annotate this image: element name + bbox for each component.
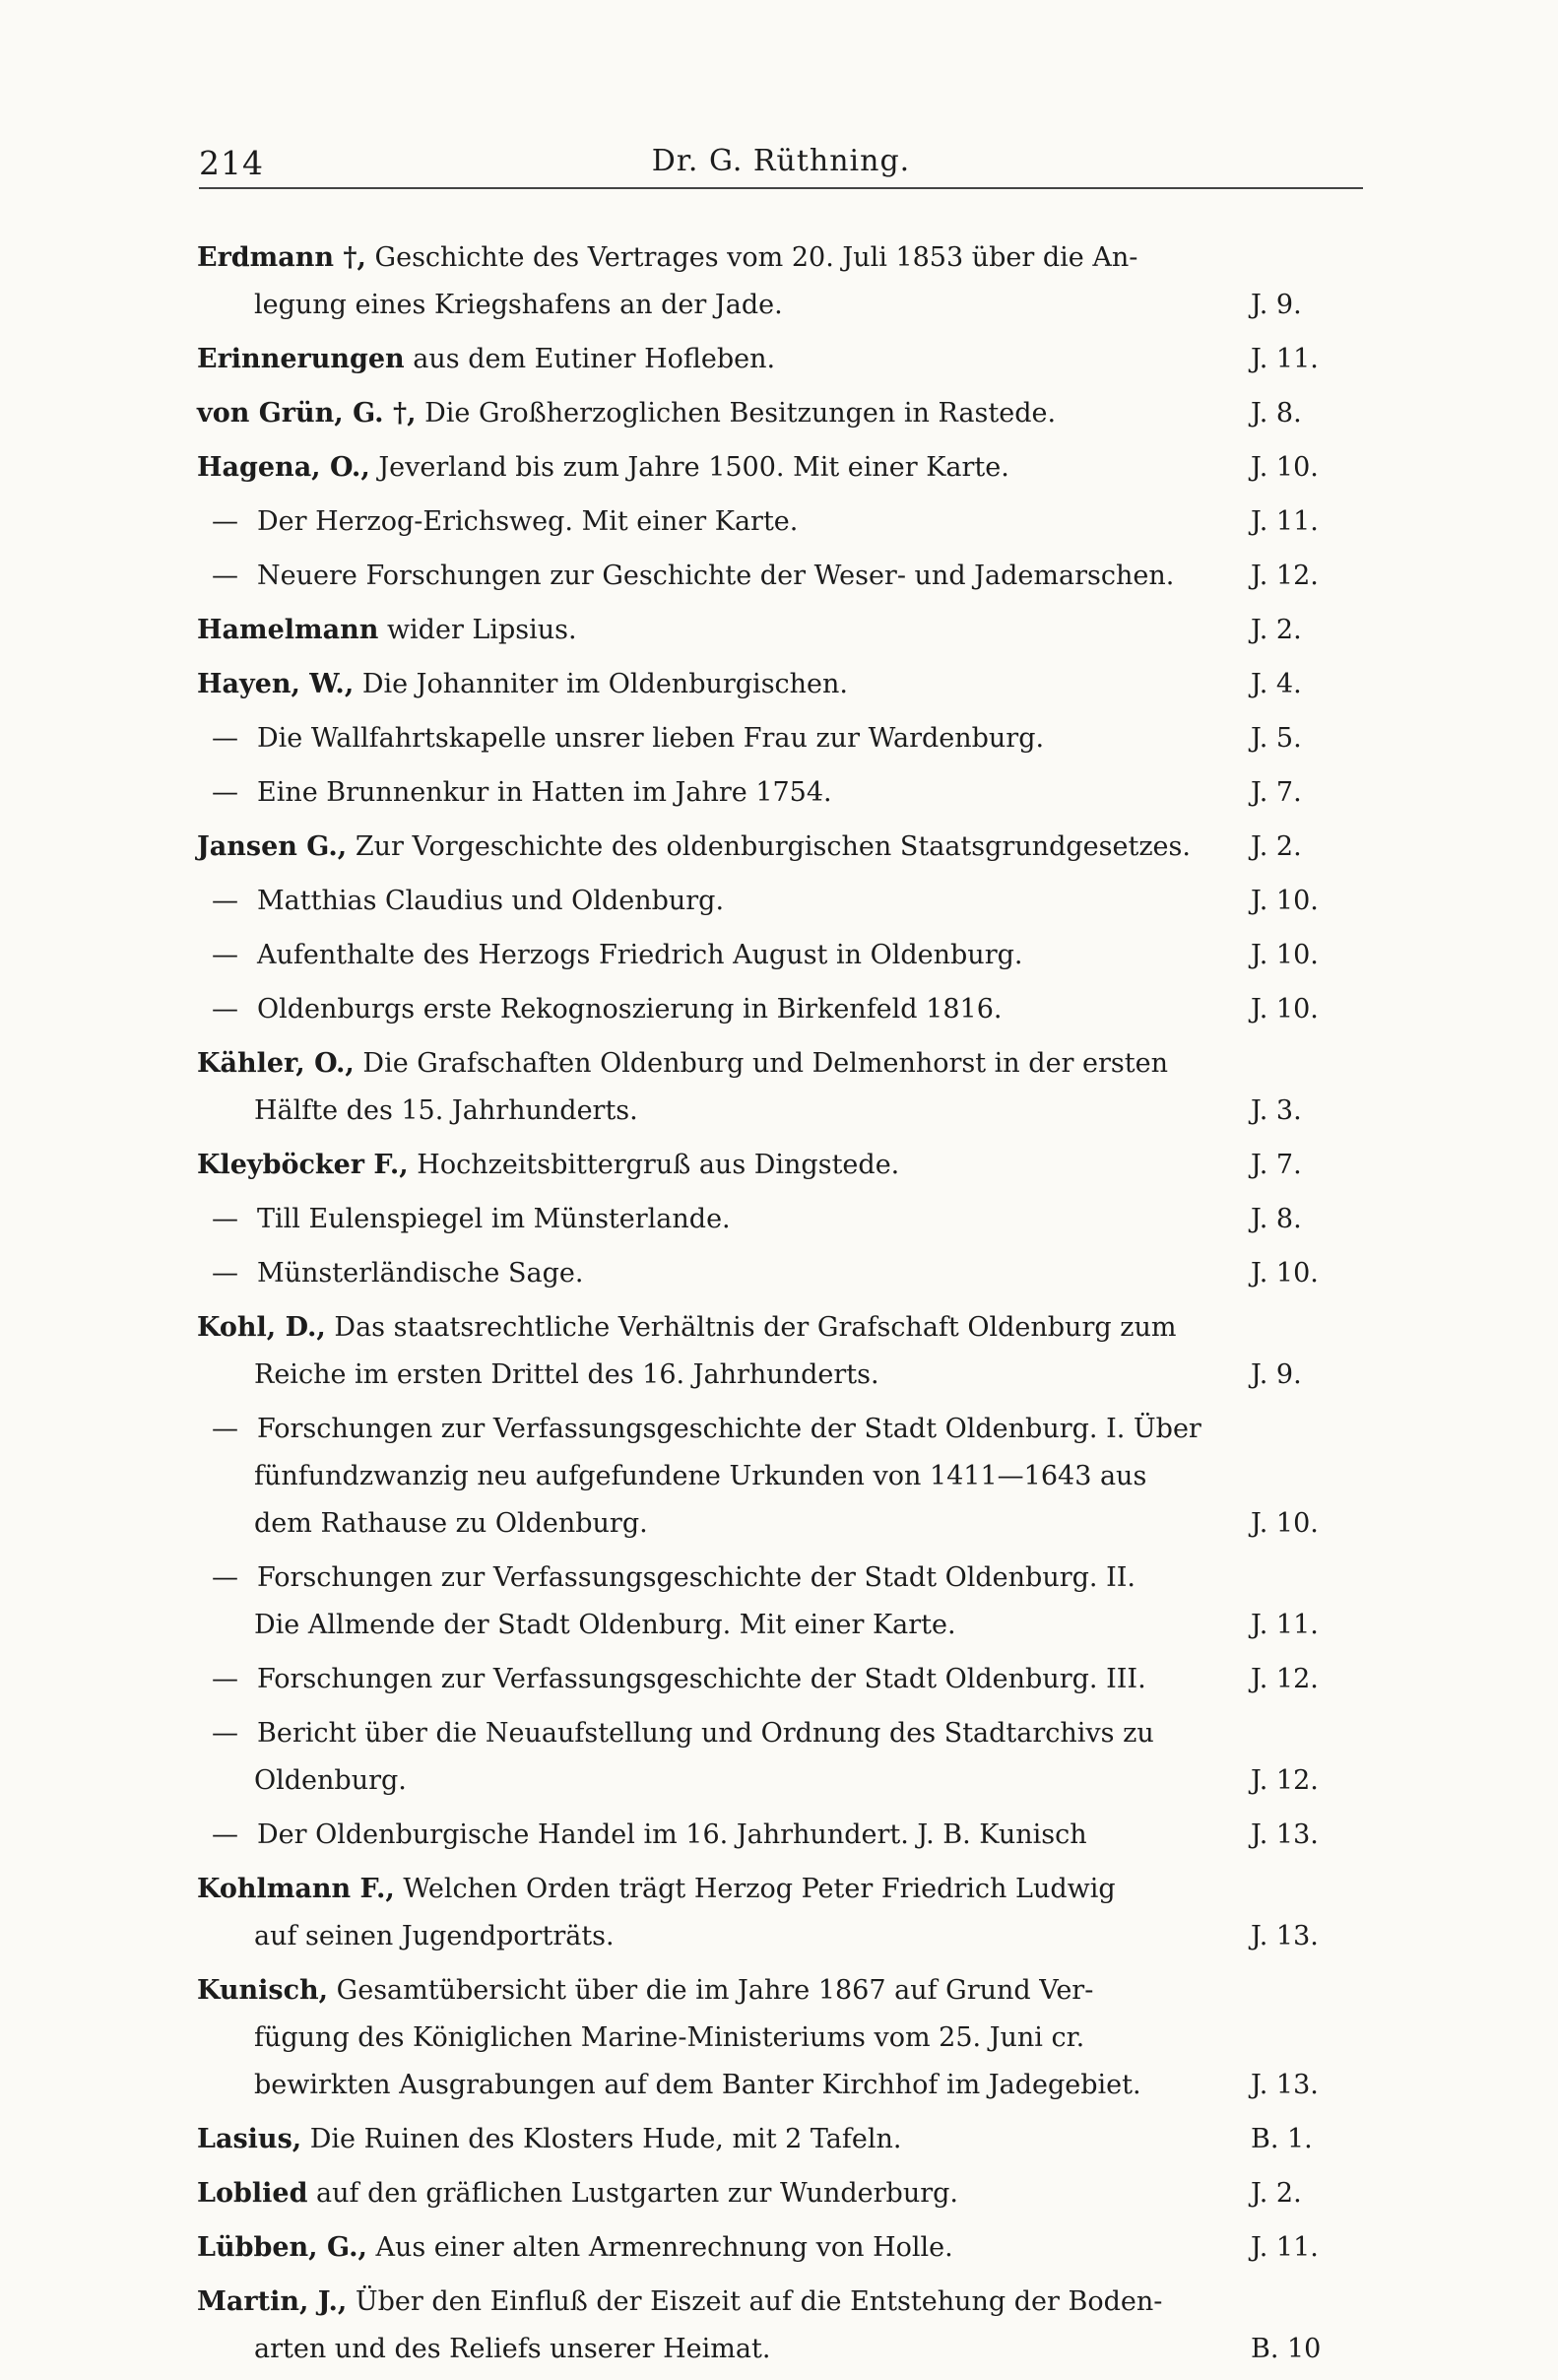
running-head-title: Dr. G. Rüthning. xyxy=(651,144,911,178)
index-entry xyxy=(197,878,1365,925)
index-entry xyxy=(197,390,1365,437)
entry-title: legung eines Kriegshafens an der Jade. xyxy=(254,290,783,320)
entry-title: dem Rathause zu Oldenburg. xyxy=(254,1508,648,1539)
entry-reference: J. 10. xyxy=(1251,994,1319,1025)
entry-reference: J. 9. xyxy=(1251,1359,1302,1390)
entry-title: Der Oldenburgische Handel im 16. Jahrhundert. J. B. Kunisch xyxy=(257,1819,1087,1850)
entry-line xyxy=(197,2170,1365,2217)
entry-title: Zur Vorgeschichte des oldenburgischen Staatsgrundgesetzes. xyxy=(355,831,1191,862)
entry-reference: J. 11. xyxy=(1251,506,1319,537)
index-entry xyxy=(197,1406,1365,1548)
index-entry xyxy=(197,2279,1365,2373)
entry-reference: J. 12. xyxy=(1251,1765,1319,1796)
entry-line xyxy=(197,1913,1365,1960)
index-entry xyxy=(197,1710,1365,1805)
entry-line xyxy=(197,986,1365,1033)
entry-reference: J. 13. xyxy=(1251,1921,1319,1951)
ditto-dash: — xyxy=(212,777,238,808)
page-number: 214 xyxy=(199,144,264,182)
entry-line xyxy=(197,1406,1365,1453)
ditto-dash: — xyxy=(212,1562,238,1593)
entry-reference: J. 11. xyxy=(1251,344,1319,374)
entry-reference: J. 10. xyxy=(1251,1258,1319,1289)
entry-reference: J. 9. xyxy=(1251,290,1302,320)
entry-reference: J. 8. xyxy=(1251,398,1302,429)
entry-title: Welchen Orden trägt Herzog Peter Friedrich Ludwig xyxy=(403,1874,1116,1904)
index-entry xyxy=(197,1967,1365,2109)
index-entry xyxy=(197,336,1365,383)
entry-title: Das staatsrechtliche Verhältnis der Grafschaft Oldenburg zum xyxy=(334,1312,1177,1343)
bibliography-index xyxy=(197,234,1365,2380)
entry-line xyxy=(197,444,1365,492)
entry-title: Matthias Claudius und Oldenburg. xyxy=(257,886,725,916)
entry-title: Jeverland bis zum Jahre 1500. Mit einer Karte. xyxy=(378,452,1009,483)
entry-line xyxy=(197,878,1365,925)
entry-reference: J. 10. xyxy=(1251,452,1319,483)
entry-author: Kohlmann F., xyxy=(197,1874,395,1904)
entry-reference: J. 10. xyxy=(1251,1508,1319,1539)
entry-title: Oldenburgs erste Rekognoszierung in Birkenfeld 1816. xyxy=(257,994,1003,1025)
entry-reference: J. 3. xyxy=(1251,1095,1302,1126)
index-entry xyxy=(197,2170,1365,2217)
entry-title: Geschichte des Vertrages vom 20. Juli 1853 über die An- xyxy=(374,242,1138,273)
entry-title: Eine Brunnenkur in Hatten im Jahre 1754. xyxy=(257,777,832,808)
entry-title: Die Allmende der Stadt Oldenburg. Mit einer Karte. xyxy=(254,1610,956,1640)
ditto-dash: — xyxy=(212,994,238,1025)
entry-line xyxy=(197,1500,1365,1548)
entry-line xyxy=(197,932,1365,979)
entry-line xyxy=(197,1757,1365,1805)
entry-reference: B. 10 xyxy=(1251,2334,1322,2364)
entry-reference: J. 12. xyxy=(1251,561,1319,591)
entry-author: Martin, J., xyxy=(197,2286,348,2317)
entry-line xyxy=(197,1710,1365,1757)
entry-title: Reiche im ersten Drittel des 16. Jahrhunderts. xyxy=(254,1359,879,1390)
index-entry xyxy=(197,444,1365,492)
entry-reference: B. 1. xyxy=(1251,2124,1313,2154)
entry-line xyxy=(197,715,1365,762)
entry-line xyxy=(197,1866,1365,1913)
entry-title: Forschungen zur Verfassungsgeschichte der Stadt Oldenburg. II. xyxy=(257,1562,1136,1593)
entry-title: aus dem Eutiner Hofleben. xyxy=(413,344,776,374)
entry-line xyxy=(197,1656,1365,1703)
entry-title: Die Wallfahrtskapelle unsrer lieben Frau zur Wardenburg. xyxy=(257,723,1045,754)
entry-author: Loblied xyxy=(197,2178,308,2209)
entry-author: Erinnerungen xyxy=(197,344,405,374)
ditto-dash: — xyxy=(212,723,238,754)
entry-title: Der Herzog-Erichsweg. Mit einer Karte. xyxy=(257,506,799,537)
entry-line xyxy=(197,1453,1365,1500)
entry-line xyxy=(197,390,1365,437)
index-entry xyxy=(197,1656,1365,1703)
entry-line xyxy=(197,2015,1365,2062)
entry-line xyxy=(197,1812,1365,1859)
entry-line xyxy=(197,824,1365,871)
entry-author: Kleyböcker F., xyxy=(197,1150,409,1180)
page-header xyxy=(199,136,1363,189)
entry-line xyxy=(197,553,1365,600)
ditto-dash: — xyxy=(212,886,238,916)
index-entry xyxy=(197,1040,1365,1135)
ditto-dash: — xyxy=(212,1664,238,1694)
entry-title: Hälfte des 15. Jahrhunderts. xyxy=(254,1095,638,1126)
ditto-dash: — xyxy=(212,940,238,970)
index-entry xyxy=(197,498,1365,546)
entry-line xyxy=(197,2279,1365,2326)
index-entry xyxy=(197,607,1365,654)
entry-reference: J. 10. xyxy=(1251,886,1319,916)
entry-author: von Grün, G. †, xyxy=(197,398,417,429)
entry-reference: J. 7. xyxy=(1251,777,1302,808)
entry-title: Gesamtübersicht über die im Jahre 1867 auf Grund Ver- xyxy=(336,1975,1094,2006)
entry-title: Neuere Forschungen zur Geschichte der Weser- und Jademarschen. xyxy=(257,561,1175,591)
entry-line xyxy=(197,607,1365,654)
entry-line xyxy=(197,282,1365,329)
index-entry xyxy=(197,932,1365,979)
index-entry xyxy=(197,1554,1365,1649)
entry-title: Über den Einfluß der Eiszeit auf die Entstehung der Boden- xyxy=(355,2286,1163,2317)
index-entry xyxy=(197,715,1365,762)
index-entry xyxy=(197,769,1365,817)
index-entry xyxy=(197,2116,1365,2163)
entry-line xyxy=(197,1196,1365,1243)
entry-line xyxy=(197,1250,1365,1297)
entry-title: Oldenburg. xyxy=(254,1765,407,1796)
entry-title: fünfundzwanzig neu aufgefundene Urkunden von 1411—1643 aus xyxy=(254,1461,1147,1491)
ditto-dash: — xyxy=(212,1258,238,1289)
entry-title: arten und des Reliefs unserer Heimat. xyxy=(254,2334,771,2364)
entry-author: Kunisch, xyxy=(197,1975,329,2006)
index-entry xyxy=(197,986,1365,1033)
entry-author: Kähler, O., xyxy=(197,1048,355,1079)
entry-title: auf den gräflichen Lustgarten zur Wunderburg. xyxy=(316,2178,959,2209)
entry-title: Bericht über die Neuaufstellung und Ordnung des Stadtarchivs zu xyxy=(257,1718,1154,1749)
entry-line xyxy=(197,2116,1365,2163)
entry-author: Lübben, G., xyxy=(197,2232,367,2263)
entry-line xyxy=(197,1040,1365,1088)
entry-line xyxy=(197,234,1365,282)
entry-author: Hagena, O., xyxy=(197,452,370,483)
index-entry xyxy=(197,1304,1365,1399)
entry-line xyxy=(197,1352,1365,1399)
entry-line xyxy=(197,1967,1365,2015)
entry-reference: J. 11. xyxy=(1251,2232,1319,2263)
entry-reference: J. 10. xyxy=(1251,940,1319,970)
entry-author: Hayen, W., xyxy=(197,669,355,699)
entry-author: Kohl, D., xyxy=(197,1312,326,1343)
entry-title: Forschungen zur Verfassungsgeschichte der Stadt Oldenburg. I. Über xyxy=(257,1414,1201,1444)
entry-title: wider Lipsius. xyxy=(386,615,577,645)
entry-line xyxy=(197,1304,1365,1352)
entry-title: Die Grafschaften Oldenburg und Delmenhorst in der ersten xyxy=(362,1048,1168,1079)
entry-title: Die Johanniter im Oldenburgischen. xyxy=(361,669,849,699)
index-entry xyxy=(197,553,1365,600)
index-entry xyxy=(197,1196,1365,1243)
entry-line xyxy=(197,498,1365,546)
entry-line xyxy=(197,2224,1365,2272)
entry-line xyxy=(197,1142,1365,1189)
index-entry xyxy=(197,824,1365,871)
entry-reference: J. 12. xyxy=(1251,1664,1319,1694)
ditto-dash: — xyxy=(212,561,238,591)
entry-title: auf seinen Jugendporträts. xyxy=(254,1921,615,1951)
entry-reference: J. 13. xyxy=(1251,1819,1319,1850)
entry-title: Hochzeitsbittergruß aus Dingstede. xyxy=(417,1150,900,1180)
entry-author: Lasius, xyxy=(197,2124,302,2154)
index-entry xyxy=(197,661,1365,708)
entry-title: fügung des Königlichen Marine-Ministeriums vom 25. Juni cr. xyxy=(254,2022,1085,2053)
entry-title: Münsterländische Sage. xyxy=(257,1258,584,1289)
entry-line xyxy=(197,2062,1365,2109)
entry-title: Die Ruinen des Klosters Hude, mit 2 Tafeln. xyxy=(309,2124,902,2154)
entry-reference: J. 2. xyxy=(1251,2178,1302,2209)
index-entry xyxy=(197,1866,1365,1960)
entry-title: Die Großherzoglichen Besitzungen in Rastede. xyxy=(424,398,1057,429)
entry-reference: J. 8. xyxy=(1251,1204,1302,1234)
index-entry xyxy=(197,2224,1365,2272)
entry-reference: J. 2. xyxy=(1251,831,1302,862)
entry-title: Aus einer alten Armenrechnung von Holle. xyxy=(375,2232,953,2263)
entry-author: Erdmann †, xyxy=(197,242,366,273)
index-entry xyxy=(197,1142,1365,1189)
index-entry xyxy=(197,234,1365,329)
entry-title: bewirkten Ausgrabungen auf dem Banter Kirchhof im Jadegebiet. xyxy=(254,2070,1141,2100)
ditto-dash: — xyxy=(212,1819,238,1850)
entry-title: Forschungen zur Verfassungsgeschichte der Stadt Oldenburg. III. xyxy=(257,1664,1146,1694)
entry-reference: J. 7. xyxy=(1251,1150,1302,1180)
ditto-dash: — xyxy=(212,1414,238,1444)
entry-line xyxy=(197,336,1365,383)
entry-author: Hamelmann xyxy=(197,615,379,645)
entry-reference: J. 2. xyxy=(1251,615,1302,645)
entry-line xyxy=(197,1602,1365,1649)
entry-line xyxy=(197,1554,1365,1602)
entry-author: Jansen G., xyxy=(197,831,348,862)
ditto-dash: — xyxy=(212,1718,238,1749)
entry-title: Till Eulenspiegel im Münsterlande. xyxy=(257,1204,731,1234)
ditto-dash: — xyxy=(212,1204,238,1234)
index-entry xyxy=(197,1250,1365,1297)
entry-reference: J. 13. xyxy=(1251,2070,1319,2100)
entry-reference: J. 5. xyxy=(1251,723,1302,754)
entry-title: Aufenthalte des Herzogs Friedrich August in Oldenburg. xyxy=(257,940,1023,970)
entry-line xyxy=(197,1088,1365,1135)
entry-line xyxy=(197,769,1365,817)
entry-reference: J. 11. xyxy=(1251,1610,1319,1640)
entry-reference: J. 4. xyxy=(1251,669,1302,699)
entry-line xyxy=(197,661,1365,708)
index-entry xyxy=(197,1812,1365,1859)
entry-line xyxy=(197,2326,1365,2373)
ditto-dash: — xyxy=(212,506,238,537)
